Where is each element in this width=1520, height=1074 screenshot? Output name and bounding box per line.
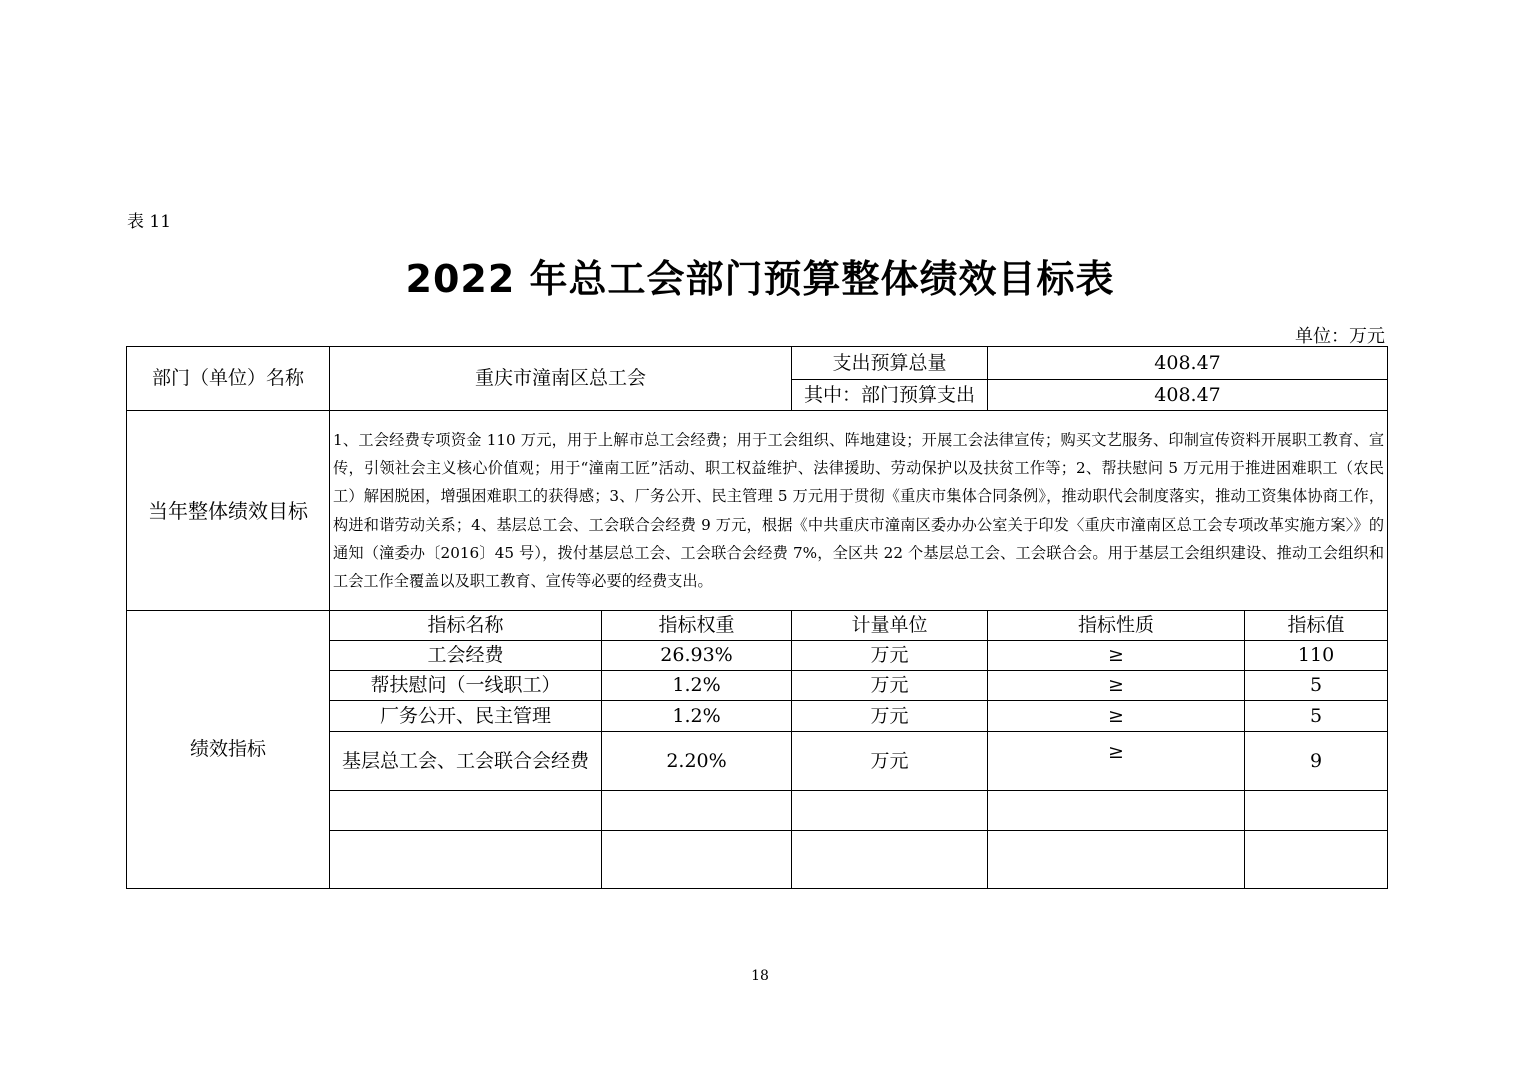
metric-name: 基层总工会、工会联合会经费 xyxy=(330,732,602,791)
metric-unit: 万元 xyxy=(792,701,988,732)
objective-row xyxy=(127,411,1388,611)
department-row xyxy=(127,347,1388,380)
unit-label: 单位：万元 xyxy=(1295,326,1385,347)
total-budget-label: 支出预算总量 xyxy=(792,347,988,380)
metrics-header-row xyxy=(127,611,1388,641)
objective-label: 当年整体绩效目标 xyxy=(127,411,330,611)
metric-name: 厂务公开、民主管理 xyxy=(330,701,602,732)
empty-cell xyxy=(602,791,792,831)
metric-unit: 万元 xyxy=(792,641,988,671)
metric-value: 110 xyxy=(1245,641,1388,671)
metric-nature: ≥ xyxy=(988,641,1245,671)
header-metric-name: 指标名称 xyxy=(330,611,602,641)
department-budget-value: 408.47 xyxy=(988,380,1388,411)
header-metric-value: 指标值 xyxy=(1245,611,1388,641)
metric-name: 工会经费 xyxy=(330,641,602,671)
empty-cell xyxy=(988,791,1245,831)
empty-cell xyxy=(1245,831,1388,889)
metric-weight: 26.93% xyxy=(602,641,792,671)
empty-cell xyxy=(792,831,988,889)
empty-cell xyxy=(602,831,792,889)
metric-nature: ≥ xyxy=(988,671,1245,701)
empty-cell xyxy=(330,831,602,889)
empty-cell xyxy=(330,791,602,831)
department-name-label: 部门（单位）名称 xyxy=(127,347,330,411)
header-metric-weight: 指标权重 xyxy=(602,611,792,641)
objective-text: 1、工会经费专项资金 110 万元，用于上解市总工会经费；用于工会组织、阵地建设；开展工会法律宣传；购买文艺服务、印制宣传资料开展职工教育、宣传，引领社会主义核心价值观；用于“潼南工匠”活动、职工权益维护、法律援助、劳动保护以及扶贫工作等；2、帮扶慰问 5 万元用于推进困难职工（农民工）解困脱困，增强困难职工的获得感；3、厂务公开、民主管理 5 万元用于贯彻《重庆市集体合同条例》，推动职代会制度落实，推动工资集体协商工作，构进和谐劳动关系；4、基层总工会、工会联合会经费 9 万元，根据《中共重庆市潼南区委办办公室关于印发〈重庆市潼南区总工会专项改革实施方案〉》的通知（潼委办〔2016〕45 号），拨付基层总工会、工会联合会经费 7%，全区共 22 个基层总工会、工会联合会。用于基层工会组织建设、推动工会组织和工会工作全覆盖以及职工教育、宣传等必要的经费支出。 xyxy=(330,411,1388,611)
header-metric-nature: 指标性质 xyxy=(988,611,1245,641)
metric-weight: 1.2% xyxy=(602,671,792,701)
metric-nature: ≥ xyxy=(1108,740,1124,763)
metric-weight: 2.20% xyxy=(602,732,792,791)
metrics-label: 绩效指标 xyxy=(127,611,330,889)
department-budget-label: 其中：部门预算支出 xyxy=(792,380,988,411)
metric-nature: ≥ xyxy=(988,701,1245,732)
empty-cell xyxy=(988,831,1245,889)
header-metric-unit: 计量单位 xyxy=(792,611,988,641)
total-budget-value: 408.47 xyxy=(988,347,1388,380)
metric-value: 9 xyxy=(1245,732,1388,791)
performance-target-table xyxy=(126,346,1388,889)
metric-value: 5 xyxy=(1245,671,1388,701)
page-title: 2022 年总工会部门预算整体绩效目标表 xyxy=(405,257,1115,301)
metric-value: 5 xyxy=(1245,701,1388,732)
page-number: 18 xyxy=(751,968,769,984)
empty-cell xyxy=(792,791,988,831)
metric-weight: 1.2% xyxy=(602,701,792,732)
metric-unit: 万元 xyxy=(792,732,988,791)
empty-cell xyxy=(1245,791,1388,831)
department-name-value: 重庆市潼南区总工会 xyxy=(330,347,792,411)
metric-unit: 万元 xyxy=(792,671,988,701)
table-number-label: 表 11 xyxy=(127,212,172,232)
metric-name: 帮扶慰问（一线职工） xyxy=(330,671,602,701)
metric-nature-cell xyxy=(988,732,1245,791)
